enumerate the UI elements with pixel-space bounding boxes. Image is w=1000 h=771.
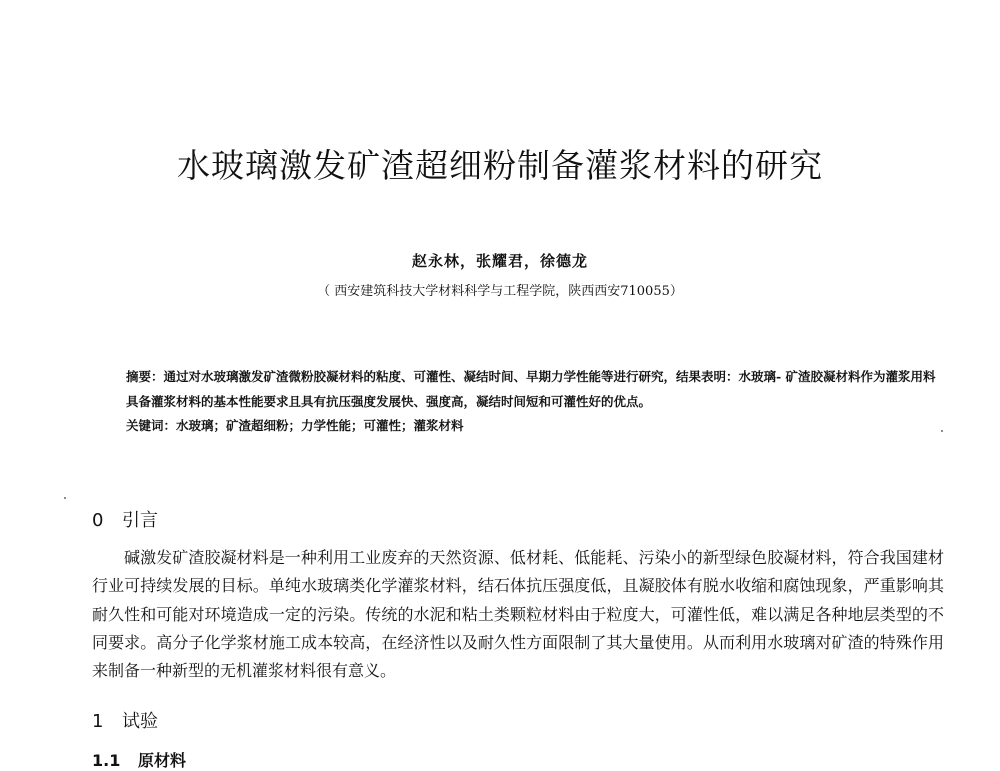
keywords-text: 水玻璃；矿渣超细粉；力学性能；可灌性；灌浆材料 <box>176 418 464 433</box>
section-heading-introduction <box>92 506 158 532</box>
abstract-label: 摘要： <box>126 369 164 384</box>
authors: 赵永林，张耀君，徐德龙 <box>411 252 588 270</box>
subsection-number: 1.1 <box>92 751 121 770</box>
affiliation: （ 西安建筑科技大学材料科学与工程学院，陕西西安710055） <box>317 284 683 299</box>
section-number: 0 <box>92 510 104 531</box>
section-heading-experiment <box>92 707 158 733</box>
keywords-label: 关键词： <box>126 418 177 433</box>
paper-title: 水玻璃激发矿渣超细粉制备灌浆材料的研究 <box>177 146 823 185</box>
section-number: 1 <box>92 711 104 732</box>
scan-speck <box>64 497 66 499</box>
introduction-paragraph: 碱激发矿渣胶凝材料是一种利用工业废弃的天然资源、低材耗、低能耗、污染小的新型绿色胶凝材料，符合我国建材行业可持续发展的目标。单纯水玻璃类化学灌浆材料，结石体抗压强度低，且凝胶体有脱水收缩和腐蚀现象，严重影响其耐久性和可能对环境造成一定的污染。传统的水泥和粘土类颗粒材料由于粒度大，可灌性低，难以满足各种地层类型的不同要求。高分子化学浆材施工成本较高，在经济性以及耐久性方面限制了其大量使用。从而利用水玻璃对矿渣的特殊作用来制备一种新型的无机灌浆材料很有意义。 <box>92 548 944 681</box>
scan-speck <box>941 430 943 432</box>
abstract <box>126 364 948 414</box>
section-title: 试验 <box>122 711 158 732</box>
section-title: 引言 <box>122 510 158 531</box>
keywords <box>126 416 948 434</box>
subsection-title: 原材料 <box>138 751 187 770</box>
abstract-text: 通过对水玻璃激发矿渣微粉胶凝材料的粘度、可灌性、凝结时间、早期力学性能等进行研究，结果表明：水玻璃- 矿渣胶凝材料作为灌浆用料具备灌浆材料的基本性能要求且具有抗压强度发展快、强度高，凝结时间短和可灌性好的优点。 <box>126 369 936 409</box>
